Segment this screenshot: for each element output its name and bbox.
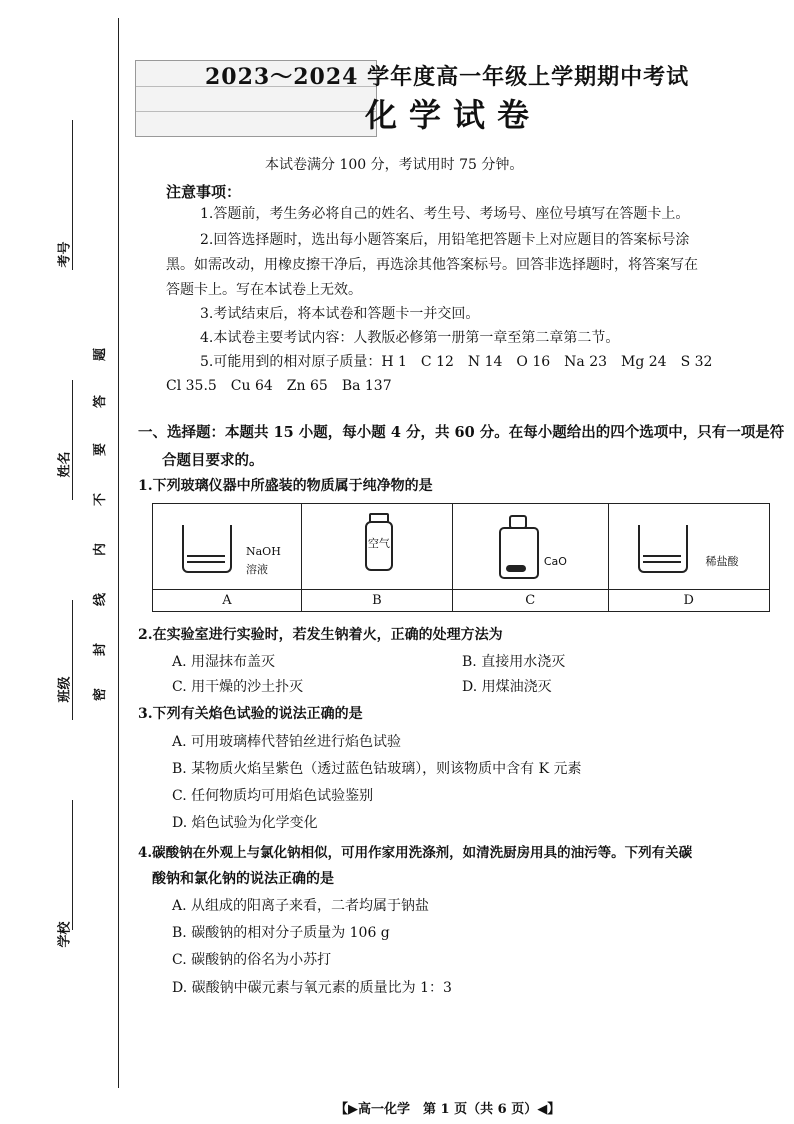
- cao-label: CaO: [543, 554, 567, 568]
- dilute-hcl-label: 稀盐酸: [705, 554, 739, 568]
- bottle-cap-icon: [369, 513, 389, 523]
- q4-option-c: C. 碳酸钠的俗名为小苏打: [172, 952, 332, 968]
- q1-figure-b: [301, 504, 452, 590]
- seal-char-3: 线: [93, 592, 109, 607]
- note-line-2: 2.回答选择题时，选出每小题答案后，用铅笔把答题卡上对应题目的答案标号涂: [200, 232, 690, 248]
- q1-figure-c: [452, 504, 608, 590]
- class-label: 班级: [57, 676, 73, 703]
- liquid-line: [643, 555, 681, 557]
- note-line-6: 4.本试卷主要考试内容：人教版必修第一册第一章至第二章第二节。: [200, 330, 620, 346]
- air-label: 空气: [367, 536, 390, 550]
- binding-line: [118, 18, 119, 1088]
- page-footer: 【▶高一化学 第 1 页（共 6 页）◀】: [335, 1102, 561, 1117]
- q1-option-a: A: [153, 590, 302, 612]
- exam-title: 2023～2024 学年度高一年级上学期期中考试: [205, 64, 690, 90]
- name-fill-line: [72, 380, 73, 500]
- q1-option-b: B: [301, 590, 452, 612]
- seal-char-6: 要: [93, 442, 109, 457]
- q4-option-d: D. 碳酸钠中碳元素与氧元素的质量比为 1：3: [172, 980, 452, 996]
- q3-option-c: C. 任何物质均可用焰色试验鉴别: [172, 788, 374, 804]
- q2-option-d: D. 用煤油浇灭: [462, 679, 552, 695]
- seal-char-4: 内: [93, 542, 109, 557]
- q3-option-a: A. 可用玻璃棒代替铂丝进行焰色试验: [172, 734, 402, 750]
- liquid-line: [187, 561, 225, 563]
- exam-info: 本试卷满分 100 分，考试用时 75 分钟。: [265, 157, 524, 173]
- q1-figure-d: [608, 504, 770, 590]
- naoh-label: NaOH: [246, 544, 281, 558]
- beaker-icon: [182, 525, 232, 573]
- q1-figure-table: [152, 503, 770, 612]
- q2-option-c: C. 用干燥的沙土扑灭: [172, 679, 304, 695]
- school-label: 学校: [57, 921, 73, 948]
- section-heading-line-2: 合题目要求的。: [162, 452, 264, 469]
- note-line-3: 黑。如需改动，用橡皮擦干净后，再选涂其他答案标号。回答非选择题时，将答案写在: [166, 257, 698, 273]
- q4-stem-line-1: 4.碳酸钠在外观上与氯化钠相似，可用作家用洗涤剂，如清洗厨房用具的油污等。下列有关碳: [138, 845, 693, 861]
- section-heading-line-1: 一、选择题：本题共 15 小题，每小题 4 分，共 60 分。在每小题给出的四个选项中，只有一项是符: [138, 424, 785, 441]
- solid-powder-icon: [506, 565, 526, 572]
- seal-char-5: 不: [93, 492, 109, 507]
- solution-label: 溶液: [246, 562, 268, 576]
- name-label: 姓名: [57, 451, 73, 478]
- q3-option-d: D. 焰色试验为化学变化: [172, 815, 318, 831]
- school-fill-line: [72, 800, 73, 930]
- note-line-4: 答题卡上。写在本试卷上无效。: [166, 282, 362, 298]
- q2-stem: 2.在实验室进行实验时，若发生钠着火，正确的处理方法为: [138, 627, 503, 643]
- subject-title: 化学试卷: [365, 96, 542, 134]
- beaker-icon: [638, 525, 688, 573]
- q1-stem: 1.下列玻璃仪器中所盛装的物质属于纯净物的是: [138, 478, 433, 494]
- q2-option-a: A. 用湿抹布盖灭: [172, 654, 276, 670]
- jar-stopper-icon: [509, 515, 527, 529]
- notes-heading: 注意事项：: [166, 183, 242, 201]
- seal-char-8: 题: [93, 347, 109, 362]
- exam-number-label: 考号: [57, 241, 73, 268]
- note-line-1: 1.答题前，考生务必将自己的姓名、考生号、考场号、座位号填写在答题卡上。: [200, 206, 690, 222]
- note-line-7: 5.可能用到的相对原子质量：H 1 C 12 N 14 O 16 Na 23 Mg 24 S 32: [200, 354, 713, 370]
- note-line-5: 3.考试结束后，将本试卷和答题卡一并交回。: [200, 306, 480, 322]
- q2-option-b: B. 直接用水浇灭: [462, 654, 566, 670]
- q1-figure-a: [153, 504, 302, 590]
- q3-stem: 3.下列有关焰色试验的说法正确的是: [138, 706, 363, 722]
- q1-option-c: C: [452, 590, 608, 612]
- seal-char-2: 封: [93, 642, 109, 657]
- seal-char-7: 答: [93, 394, 109, 409]
- q4-option-b: B. 碳酸钠的相对分子质量为 106 g: [172, 925, 390, 941]
- q4-stem-line-2: 酸钠和氯化钠的说法正确的是: [152, 871, 334, 887]
- q1-option-d: D: [608, 590, 770, 612]
- q4-option-a: A. 从组成的阳离子来看，二者均属于钠盐: [172, 898, 430, 914]
- q3-option-b: B. 某物质火焰呈紫色（透过蓝色钴玻璃），则该物质中含有 K 元素: [172, 761, 582, 777]
- seal-char-1: 密: [93, 687, 109, 702]
- liquid-line: [643, 561, 681, 563]
- liquid-line: [187, 555, 225, 557]
- note-line-8: Cl 35.5 Cu 64 Zn 65 Ba 137: [166, 378, 392, 394]
